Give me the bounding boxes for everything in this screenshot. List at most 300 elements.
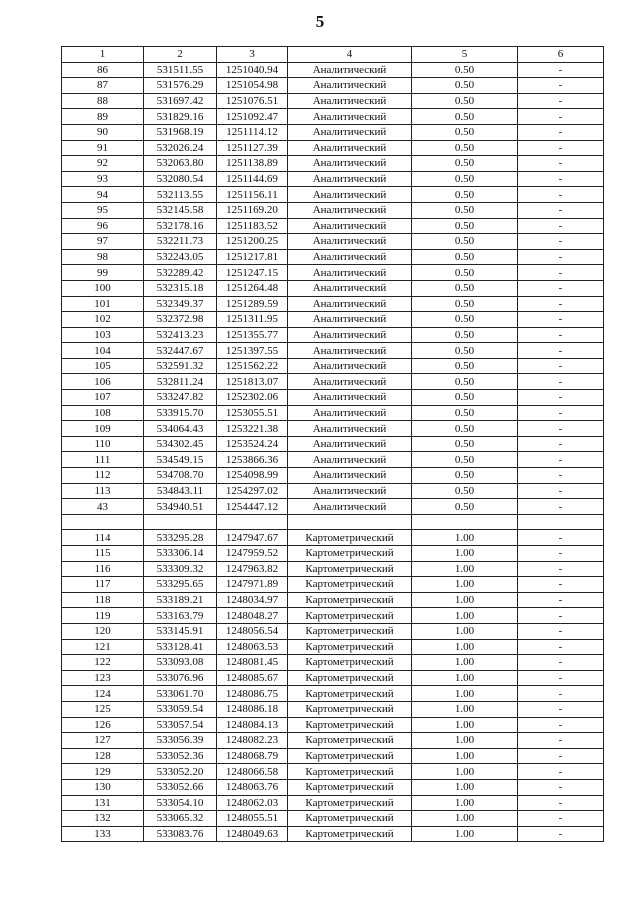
accuracy-cell: 0.50 xyxy=(412,78,518,94)
table-row xyxy=(62,452,604,468)
accuracy-cell: 1.00 xyxy=(412,795,518,811)
note-cell: - xyxy=(518,717,604,733)
note-cell: - xyxy=(518,124,604,140)
table-row xyxy=(62,530,604,546)
accuracy-cell: 1.00 xyxy=(412,811,518,827)
point-number-cell: 91 xyxy=(62,140,144,156)
point-number-cell: 100 xyxy=(62,280,144,296)
x-coordinate-cell: 533056.39 xyxy=(144,733,217,749)
x-coordinate-cell: 532178.16 xyxy=(144,218,217,234)
table-row xyxy=(62,701,604,717)
accuracy-cell: 0.50 xyxy=(412,452,518,468)
table-row xyxy=(62,234,604,250)
note-cell: - xyxy=(518,312,604,328)
table-row xyxy=(62,779,604,795)
x-coordinate-cell: 533295.65 xyxy=(144,577,217,593)
accuracy-cell: 1.00 xyxy=(412,686,518,702)
y-coordinate-cell: 1253221.38 xyxy=(217,421,288,437)
accuracy-cell: 0.50 xyxy=(412,124,518,140)
point-number-cell: 116 xyxy=(62,561,144,577)
x-coordinate-cell: 532026.24 xyxy=(144,140,217,156)
note-cell: - xyxy=(518,686,604,702)
x-coordinate-cell: 531511.55 xyxy=(144,62,217,78)
x-coordinate-cell: 534549.15 xyxy=(144,452,217,468)
empty-row xyxy=(62,514,604,530)
table-row xyxy=(62,78,604,94)
accuracy-cell: 0.50 xyxy=(412,171,518,187)
empty-cell xyxy=(62,514,144,530)
point-number-cell: 98 xyxy=(62,249,144,265)
table-row xyxy=(62,265,604,281)
y-coordinate-cell: 1248048.27 xyxy=(217,608,288,624)
accuracy-cell: 0.50 xyxy=(412,218,518,234)
y-coordinate-cell: 1254297.02 xyxy=(217,483,288,499)
method-cell: Картометрический xyxy=(288,795,412,811)
table-row xyxy=(62,374,604,390)
note-cell: - xyxy=(518,234,604,250)
note-cell: - xyxy=(518,670,604,686)
method-cell: Картометрический xyxy=(288,779,412,795)
note-cell: - xyxy=(518,202,604,218)
method-cell: Картометрический xyxy=(288,670,412,686)
note-cell: - xyxy=(518,171,604,187)
method-cell: Картометрический xyxy=(288,748,412,764)
point-number-cell: 110 xyxy=(62,436,144,452)
point-number-cell: 119 xyxy=(62,608,144,624)
table-row xyxy=(62,826,604,842)
table-row xyxy=(62,577,604,593)
note-cell: - xyxy=(518,390,604,406)
y-coordinate-cell: 1248062.03 xyxy=(217,795,288,811)
table-row xyxy=(62,124,604,140)
table-section-cartometric xyxy=(62,530,604,842)
accuracy-cell: 0.50 xyxy=(412,109,518,125)
note-cell: - xyxy=(518,733,604,749)
method-cell: Картометрический xyxy=(288,577,412,593)
accuracy-cell: 0.50 xyxy=(412,405,518,421)
method-cell: Аналитический xyxy=(288,187,412,203)
note-cell: - xyxy=(518,546,604,562)
note-cell: - xyxy=(518,811,604,827)
point-number-cell: 106 xyxy=(62,374,144,390)
x-coordinate-cell: 531697.42 xyxy=(144,93,217,109)
note-cell: - xyxy=(518,436,604,452)
method-cell: Аналитический xyxy=(288,218,412,234)
x-coordinate-cell: 533309.32 xyxy=(144,561,217,577)
note-cell: - xyxy=(518,405,604,421)
method-cell: Картометрический xyxy=(288,561,412,577)
accuracy-cell: 0.50 xyxy=(412,327,518,343)
y-coordinate-cell: 1251217.81 xyxy=(217,249,288,265)
y-coordinate-cell: 1251127.39 xyxy=(217,140,288,156)
point-number-cell: 115 xyxy=(62,546,144,562)
table-row xyxy=(62,561,604,577)
table-row xyxy=(62,358,604,374)
x-coordinate-cell: 533093.08 xyxy=(144,655,217,671)
y-coordinate-cell: 1248081.45 xyxy=(217,655,288,671)
method-cell: Аналитический xyxy=(288,343,412,359)
y-coordinate-cell: 1254447.12 xyxy=(217,499,288,515)
table-row xyxy=(62,421,604,437)
table-row xyxy=(62,436,604,452)
empty-cell xyxy=(288,514,412,530)
accuracy-cell: 1.00 xyxy=(412,748,518,764)
y-coordinate-cell: 1251200.25 xyxy=(217,234,288,250)
x-coordinate-cell: 533083.76 xyxy=(144,826,217,842)
point-number-cell: 132 xyxy=(62,811,144,827)
method-cell: Аналитический xyxy=(288,374,412,390)
point-number-cell: 93 xyxy=(62,171,144,187)
table-row xyxy=(62,187,604,203)
table-row xyxy=(62,280,604,296)
method-cell: Аналитический xyxy=(288,421,412,437)
point-number-cell: 97 xyxy=(62,234,144,250)
note-cell: - xyxy=(518,826,604,842)
accuracy-cell: 0.50 xyxy=(412,156,518,172)
point-number-cell: 109 xyxy=(62,421,144,437)
x-coordinate-cell: 532447.67 xyxy=(144,343,217,359)
x-coordinate-cell: 532372.98 xyxy=(144,312,217,328)
method-cell: Аналитический xyxy=(288,452,412,468)
table-row xyxy=(62,811,604,827)
point-number-cell: 108 xyxy=(62,405,144,421)
column-header-2: 2 xyxy=(144,47,217,63)
x-coordinate-cell: 532113.55 xyxy=(144,187,217,203)
table-row xyxy=(62,795,604,811)
accuracy-cell: 0.50 xyxy=(412,202,518,218)
y-coordinate-cell: 1251169.20 xyxy=(217,202,288,218)
method-cell: Картометрический xyxy=(288,639,412,655)
table-row xyxy=(62,296,604,312)
method-cell: Аналитический xyxy=(288,405,412,421)
x-coordinate-cell: 533052.36 xyxy=(144,748,217,764)
method-cell: Аналитический xyxy=(288,93,412,109)
x-coordinate-cell: 533145.91 xyxy=(144,623,217,639)
x-coordinate-cell: 533189.21 xyxy=(144,592,217,608)
point-number-cell: 118 xyxy=(62,592,144,608)
point-number-cell: 92 xyxy=(62,156,144,172)
accuracy-cell: 0.50 xyxy=(412,187,518,203)
accuracy-cell: 1.00 xyxy=(412,530,518,546)
empty-cell xyxy=(412,514,518,530)
accuracy-cell: 1.00 xyxy=(412,592,518,608)
accuracy-cell: 0.50 xyxy=(412,296,518,312)
note-cell: - xyxy=(518,779,604,795)
empty-cell xyxy=(144,514,217,530)
method-cell: Аналитический xyxy=(288,62,412,78)
accuracy-cell: 0.50 xyxy=(412,140,518,156)
y-coordinate-cell: 1253866.36 xyxy=(217,452,288,468)
point-number-cell: 123 xyxy=(62,670,144,686)
point-number-cell: 99 xyxy=(62,265,144,281)
accuracy-cell: 1.00 xyxy=(412,577,518,593)
accuracy-cell: 0.50 xyxy=(412,390,518,406)
point-number-cell: 113 xyxy=(62,483,144,499)
table-row xyxy=(62,312,604,328)
x-coordinate-cell: 532591.32 xyxy=(144,358,217,374)
y-coordinate-cell: 1251076.51 xyxy=(217,93,288,109)
x-coordinate-cell: 532211.73 xyxy=(144,234,217,250)
point-number-cell: 105 xyxy=(62,358,144,374)
y-coordinate-cell: 1247959.52 xyxy=(217,546,288,562)
y-coordinate-cell: 1247971.89 xyxy=(217,577,288,593)
x-coordinate-cell: 533076.96 xyxy=(144,670,217,686)
method-cell: Аналитический xyxy=(288,202,412,218)
note-cell: - xyxy=(518,156,604,172)
accuracy-cell: 1.00 xyxy=(412,733,518,749)
x-coordinate-cell: 532243.05 xyxy=(144,249,217,265)
accuracy-cell: 1.00 xyxy=(412,623,518,639)
note-cell: - xyxy=(518,327,604,343)
point-number-cell: 125 xyxy=(62,701,144,717)
point-number-cell: 121 xyxy=(62,639,144,655)
method-cell: Аналитический xyxy=(288,171,412,187)
accuracy-cell: 0.50 xyxy=(412,421,518,437)
accuracy-cell: 0.50 xyxy=(412,483,518,499)
note-cell: - xyxy=(518,187,604,203)
table-row xyxy=(62,639,604,655)
note-cell: - xyxy=(518,452,604,468)
x-coordinate-cell: 533065.32 xyxy=(144,811,217,827)
note-cell: - xyxy=(518,655,604,671)
point-number-cell: 124 xyxy=(62,686,144,702)
method-cell: Картометрический xyxy=(288,811,412,827)
method-cell: Картометрический xyxy=(288,717,412,733)
y-coordinate-cell: 1248066.58 xyxy=(217,764,288,780)
x-coordinate-cell: 532811.24 xyxy=(144,374,217,390)
method-cell: Аналитический xyxy=(288,234,412,250)
note-cell: - xyxy=(518,109,604,125)
x-coordinate-cell: 533052.20 xyxy=(144,764,217,780)
note-cell: - xyxy=(518,62,604,78)
table-row xyxy=(62,171,604,187)
page-number: 5 xyxy=(315,12,325,31)
y-coordinate-cell: 1251397.55 xyxy=(217,343,288,359)
method-cell: Картометрический xyxy=(288,546,412,562)
point-number-cell: 129 xyxy=(62,764,144,780)
table-row xyxy=(62,499,604,515)
y-coordinate-cell: 1248056.54 xyxy=(217,623,288,639)
accuracy-cell: 0.50 xyxy=(412,358,518,374)
y-coordinate-cell: 1248082.23 xyxy=(217,733,288,749)
x-coordinate-cell: 531829.16 xyxy=(144,109,217,125)
table-row xyxy=(62,327,604,343)
note-cell: - xyxy=(518,93,604,109)
column-header-5: 5 xyxy=(412,47,518,63)
column-header-1: 1 xyxy=(62,47,144,63)
y-coordinate-cell: 1247963.82 xyxy=(217,561,288,577)
accuracy-cell: 1.00 xyxy=(412,779,518,795)
point-number-cell: 43 xyxy=(62,499,144,515)
method-cell: Картометрический xyxy=(288,733,412,749)
y-coordinate-cell: 1251114.12 xyxy=(217,124,288,140)
y-coordinate-cell: 1252302.06 xyxy=(217,390,288,406)
accuracy-cell: 1.00 xyxy=(412,561,518,577)
accuracy-cell: 1.00 xyxy=(412,639,518,655)
method-cell: Картометрический xyxy=(288,701,412,717)
accuracy-cell: 1.00 xyxy=(412,764,518,780)
x-coordinate-cell: 533247.82 xyxy=(144,390,217,406)
x-coordinate-cell: 534708.70 xyxy=(144,468,217,484)
table-row xyxy=(62,156,604,172)
method-cell: Картометрический xyxy=(288,623,412,639)
note-cell: - xyxy=(518,374,604,390)
y-coordinate-cell: 1251355.77 xyxy=(217,327,288,343)
note-cell: - xyxy=(518,296,604,312)
table-row xyxy=(62,733,604,749)
accuracy-cell: 0.50 xyxy=(412,265,518,281)
method-cell: Аналитический xyxy=(288,312,412,328)
point-number-cell: 130 xyxy=(62,779,144,795)
y-coordinate-cell: 1251289.59 xyxy=(217,296,288,312)
note-cell: - xyxy=(518,468,604,484)
table-row xyxy=(62,592,604,608)
y-coordinate-cell: 1251264.48 xyxy=(217,280,288,296)
table-row xyxy=(62,623,604,639)
accuracy-cell: 0.50 xyxy=(412,499,518,515)
x-coordinate-cell: 533163.79 xyxy=(144,608,217,624)
y-coordinate-cell: 1251040.94 xyxy=(217,62,288,78)
note-cell: - xyxy=(518,639,604,655)
table-row xyxy=(62,62,604,78)
table-section-analytic xyxy=(62,62,604,514)
method-cell: Аналитический xyxy=(288,280,412,296)
table-row xyxy=(62,686,604,702)
accuracy-cell: 1.00 xyxy=(412,608,518,624)
y-coordinate-cell: 1248055.51 xyxy=(217,811,288,827)
y-coordinate-cell: 1251054.98 xyxy=(217,78,288,94)
x-coordinate-cell: 532145.58 xyxy=(144,202,217,218)
x-coordinate-cell: 533128.41 xyxy=(144,639,217,655)
y-coordinate-cell: 1251247.15 xyxy=(217,265,288,281)
method-cell: Картометрический xyxy=(288,655,412,671)
table-row xyxy=(62,468,604,484)
point-number-cell: 101 xyxy=(62,296,144,312)
table-row xyxy=(62,109,604,125)
point-number-cell: 133 xyxy=(62,826,144,842)
y-coordinate-cell: 1248063.53 xyxy=(217,639,288,655)
y-coordinate-cell: 1254098.99 xyxy=(217,468,288,484)
accuracy-cell: 1.00 xyxy=(412,670,518,686)
accuracy-cell: 0.50 xyxy=(412,436,518,452)
x-coordinate-cell: 532063.80 xyxy=(144,156,217,172)
x-coordinate-cell: 533059.54 xyxy=(144,701,217,717)
note-cell: - xyxy=(518,795,604,811)
table-row xyxy=(62,717,604,733)
x-coordinate-cell: 532349.37 xyxy=(144,296,217,312)
accuracy-cell: 1.00 xyxy=(412,655,518,671)
accuracy-cell: 0.50 xyxy=(412,468,518,484)
method-cell: Аналитический xyxy=(288,390,412,406)
y-coordinate-cell: 1248049.63 xyxy=(217,826,288,842)
method-cell: Аналитический xyxy=(288,249,412,265)
note-cell: - xyxy=(518,592,604,608)
table-row xyxy=(62,748,604,764)
point-number-cell: 120 xyxy=(62,623,144,639)
x-coordinate-cell: 532315.18 xyxy=(144,280,217,296)
point-number-cell: 112 xyxy=(62,468,144,484)
x-coordinate-cell: 532289.42 xyxy=(144,265,217,281)
x-coordinate-cell: 534064.43 xyxy=(144,421,217,437)
y-coordinate-cell: 1251156.11 xyxy=(217,187,288,203)
accuracy-cell: 1.00 xyxy=(412,701,518,717)
table-header-row xyxy=(62,47,604,63)
method-cell: Аналитический xyxy=(288,327,412,343)
x-coordinate-cell: 532413.23 xyxy=(144,327,217,343)
table-row xyxy=(62,140,604,156)
point-number-cell: 126 xyxy=(62,717,144,733)
x-coordinate-cell: 531576.29 xyxy=(144,78,217,94)
table-row xyxy=(62,670,604,686)
column-header-6: 6 xyxy=(518,47,604,63)
note-cell: - xyxy=(518,623,604,639)
y-coordinate-cell: 1248068.79 xyxy=(217,748,288,764)
method-cell: Аналитический xyxy=(288,265,412,281)
table-row xyxy=(62,249,604,265)
method-cell: Картометрический xyxy=(288,608,412,624)
table-row xyxy=(62,764,604,780)
x-coordinate-cell: 533306.14 xyxy=(144,546,217,562)
point-number-cell: 114 xyxy=(62,530,144,546)
point-number-cell: 86 xyxy=(62,62,144,78)
note-cell: - xyxy=(518,78,604,94)
y-coordinate-cell: 1253055.51 xyxy=(217,405,288,421)
y-coordinate-cell: 1251183.52 xyxy=(217,218,288,234)
coordinates-table xyxy=(61,46,604,842)
note-cell: - xyxy=(518,249,604,265)
y-coordinate-cell: 1248063.76 xyxy=(217,779,288,795)
y-coordinate-cell: 1248034.97 xyxy=(217,592,288,608)
method-cell: Картометрический xyxy=(288,530,412,546)
y-coordinate-cell: 1248084.13 xyxy=(217,717,288,733)
x-coordinate-cell: 533052.66 xyxy=(144,779,217,795)
method-cell: Картометрический xyxy=(288,686,412,702)
point-number-cell: 90 xyxy=(62,124,144,140)
note-cell: - xyxy=(518,140,604,156)
y-coordinate-cell: 1251813.07 xyxy=(217,374,288,390)
note-cell: - xyxy=(518,280,604,296)
table-row xyxy=(62,483,604,499)
note-cell: - xyxy=(518,483,604,499)
column-header-4: 4 xyxy=(288,47,412,63)
note-cell: - xyxy=(518,530,604,546)
y-coordinate-cell: 1253524.24 xyxy=(217,436,288,452)
table-row xyxy=(62,608,604,624)
x-coordinate-cell: 534940.51 xyxy=(144,499,217,515)
note-cell: - xyxy=(518,499,604,515)
table-row xyxy=(62,546,604,562)
y-coordinate-cell: 1248085.67 xyxy=(217,670,288,686)
point-number-cell: 107 xyxy=(62,390,144,406)
x-coordinate-cell: 533295.28 xyxy=(144,530,217,546)
x-coordinate-cell: 533061.70 xyxy=(144,686,217,702)
point-number-cell: 131 xyxy=(62,795,144,811)
accuracy-cell: 0.50 xyxy=(412,343,518,359)
point-number-cell: 89 xyxy=(62,109,144,125)
y-coordinate-cell: 1251138.89 xyxy=(217,156,288,172)
y-coordinate-cell: 1248086.75 xyxy=(217,686,288,702)
table-row xyxy=(62,405,604,421)
note-cell: - xyxy=(518,748,604,764)
note-cell: - xyxy=(518,218,604,234)
point-number-cell: 102 xyxy=(62,312,144,328)
accuracy-cell: 0.50 xyxy=(412,280,518,296)
method-cell: Аналитический xyxy=(288,124,412,140)
note-cell: - xyxy=(518,577,604,593)
table-row xyxy=(62,390,604,406)
method-cell: Аналитический xyxy=(288,109,412,125)
note-cell: - xyxy=(518,701,604,717)
